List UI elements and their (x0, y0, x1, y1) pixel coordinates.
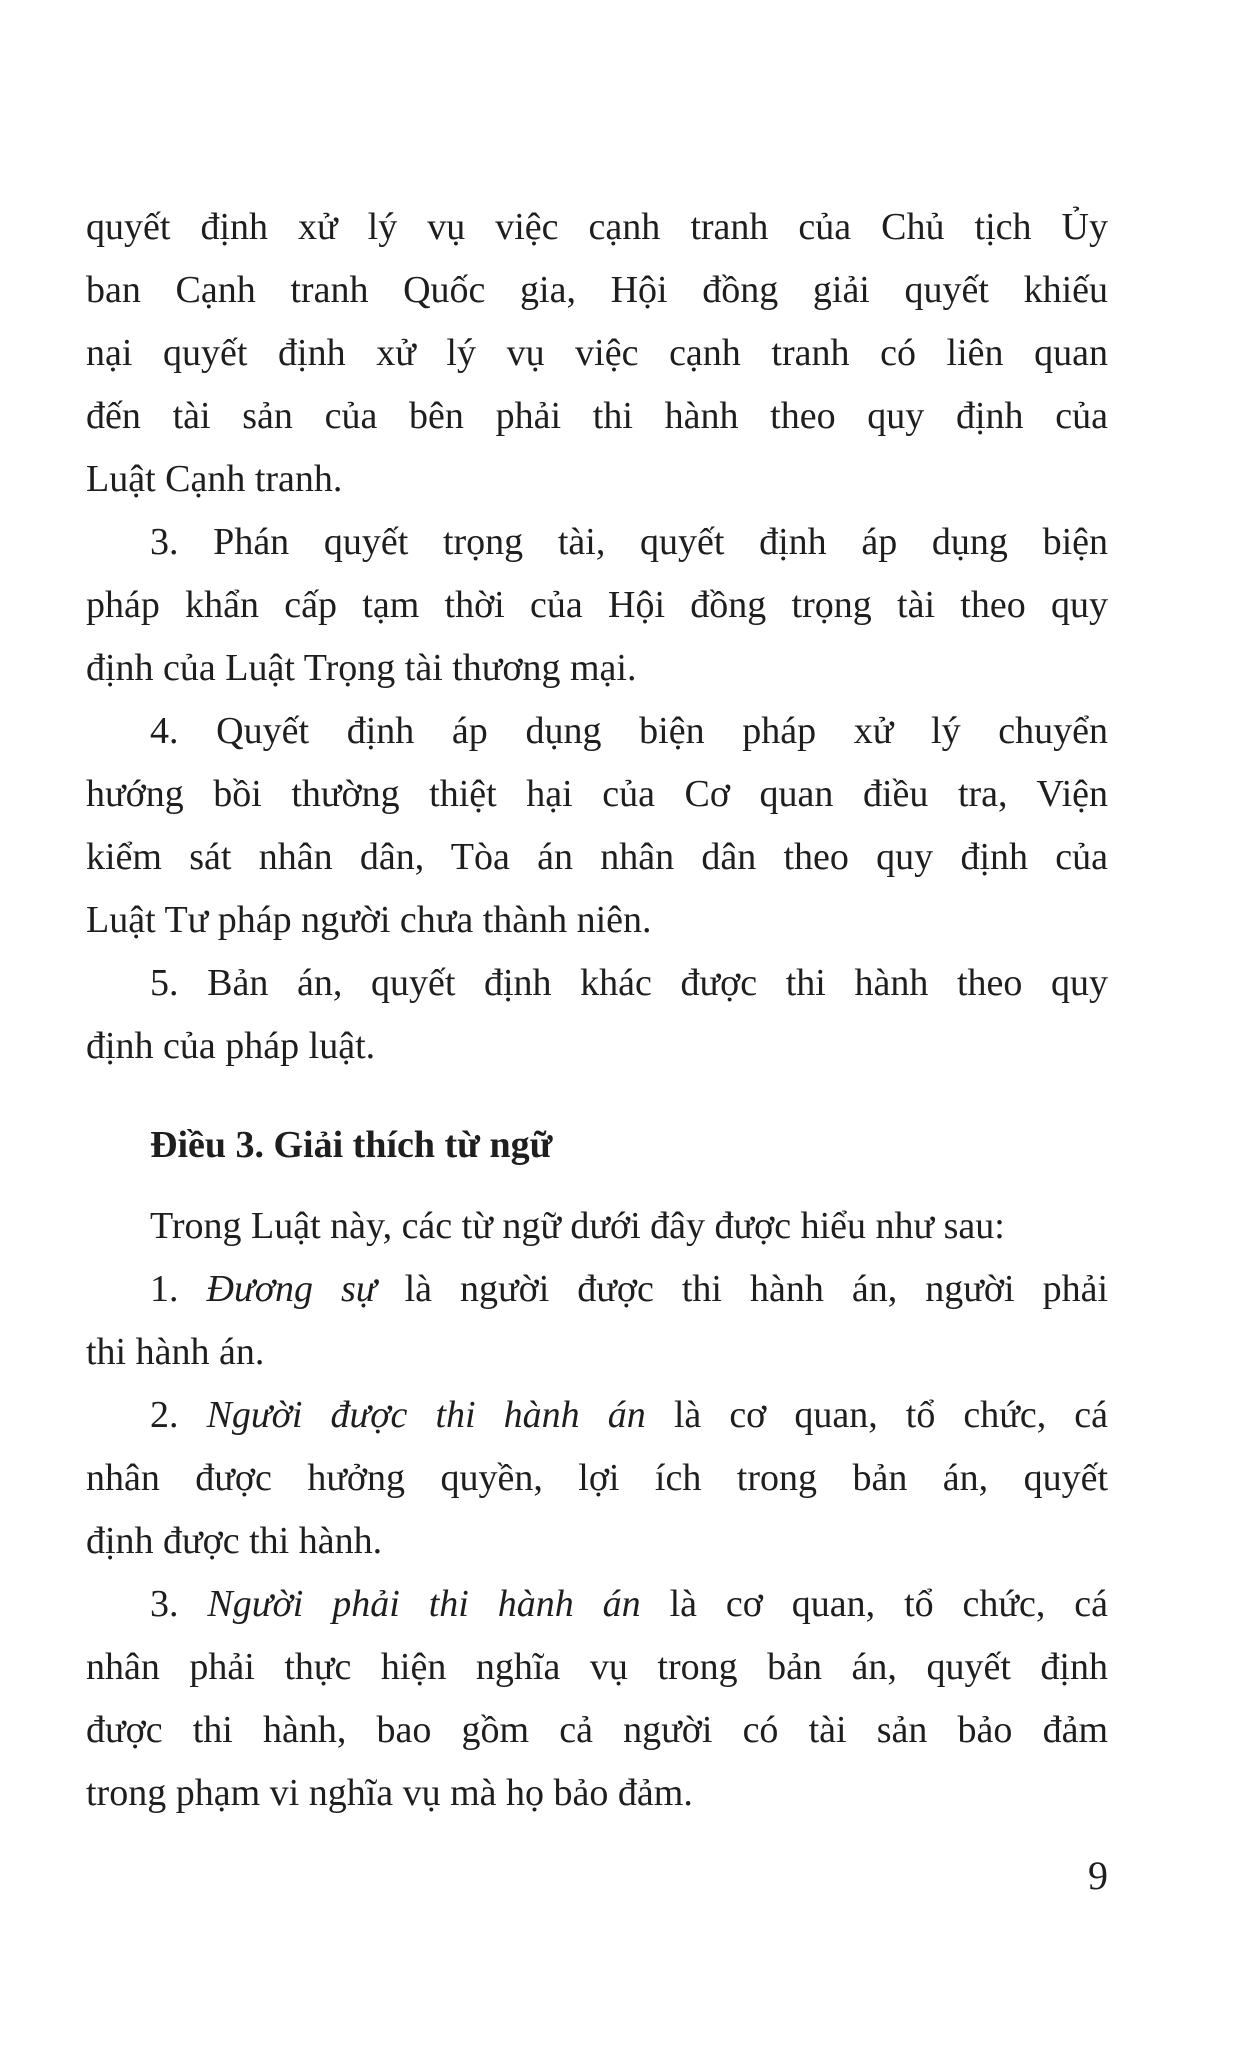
definition-text: là cơ quan, tổ chức, cá (669, 1583, 1109, 1625)
definition-first-line (86, 1384, 1108, 1447)
text-line: pháp khẩn cấp tạm thời của Hội đồng trọng tài theo quy (86, 584, 1108, 626)
text-line: hướng bồi thường thiệt hại của Cơ quan điều tra, Viện (86, 773, 1108, 815)
text-line: thi hành án. (86, 1331, 265, 1373)
document-page (86, 196, 1108, 1825)
text-line: 3. Phán quyết trọng tài, quyết định áp dụng biện (150, 521, 1108, 563)
text-line: định được thi hành. (86, 1520, 383, 1562)
definition-number: 3. (150, 1583, 179, 1625)
definition-term: Đương sự (206, 1268, 377, 1310)
paragraph-continuation (86, 196, 1108, 511)
text-line: 4. Quyết định áp dụng biện pháp xử lý chuyển (150, 710, 1108, 752)
text-line: 5. Bản án, quyết định khác được thi hành theo quy (150, 962, 1108, 1004)
definition-3 (86, 1573, 1108, 1825)
text-line: nhân được hưởng quyền, lợi ích trong bản án, quyết (86, 1457, 1108, 1499)
text-line: nại quyết định xử lý vụ việc cạnh tranh có liên quan (86, 332, 1108, 374)
text-line: trong phạm vi nghĩa vụ mà họ bảo đảm. (86, 1772, 693, 1814)
text-line: quyết định xử lý vụ việc cạnh tranh của Chủ tịch Ủy (86, 206, 1108, 248)
definition-2 (86, 1384, 1108, 1573)
paragraph-item-4 (86, 700, 1108, 952)
text-line: định của pháp luật. (86, 1025, 376, 1067)
text-line: ban Cạnh tranh Quốc gia, Hội đồng giải quyết khiếu (86, 269, 1108, 311)
paragraph-item-5 (86, 952, 1108, 1078)
definition-term: Người được thi hành án (206, 1394, 646, 1436)
text-line: Luật Cạnh tranh. (86, 458, 343, 500)
text-line: được thi hành, bao gồm cả người có tài sản bảo đảm (86, 1709, 1108, 1751)
article-heading: Điều 3. Giải thích từ ngữ (150, 1124, 553, 1166)
text-line: định của Luật Trọng tài thương mại. (86, 647, 637, 689)
definition-text: là người được thi hành án, người phải (404, 1268, 1109, 1310)
text-line: Trong Luật này, các từ ngữ dưới đây được hiểu như sau: (150, 1205, 1005, 1247)
definition-number: 2. (150, 1394, 179, 1436)
paragraph-item-3 (86, 511, 1108, 700)
definition-text: là cơ quan, tổ chức, cá (673, 1394, 1109, 1436)
page-number: 9 (1088, 1853, 1108, 1898)
text-line: kiểm sát nhân dân, Tòa án nhân dân theo quy định của (86, 836, 1108, 878)
text-line: đến tài sản của bên phải thi hành theo quy định của (86, 395, 1108, 437)
definition-first-line (86, 1258, 1108, 1321)
definition-1 (86, 1258, 1108, 1384)
definition-first-line (86, 1573, 1108, 1636)
article-intro (86, 1195, 1108, 1258)
definition-term: Người phải thi hành án (207, 1583, 641, 1625)
text-line: nhân phải thực hiện nghĩa vụ trong bản án, quyết định (86, 1646, 1108, 1688)
text-line: Luật Tư pháp người chưa thành niên. (86, 899, 652, 941)
definition-number: 1. (150, 1268, 179, 1310)
